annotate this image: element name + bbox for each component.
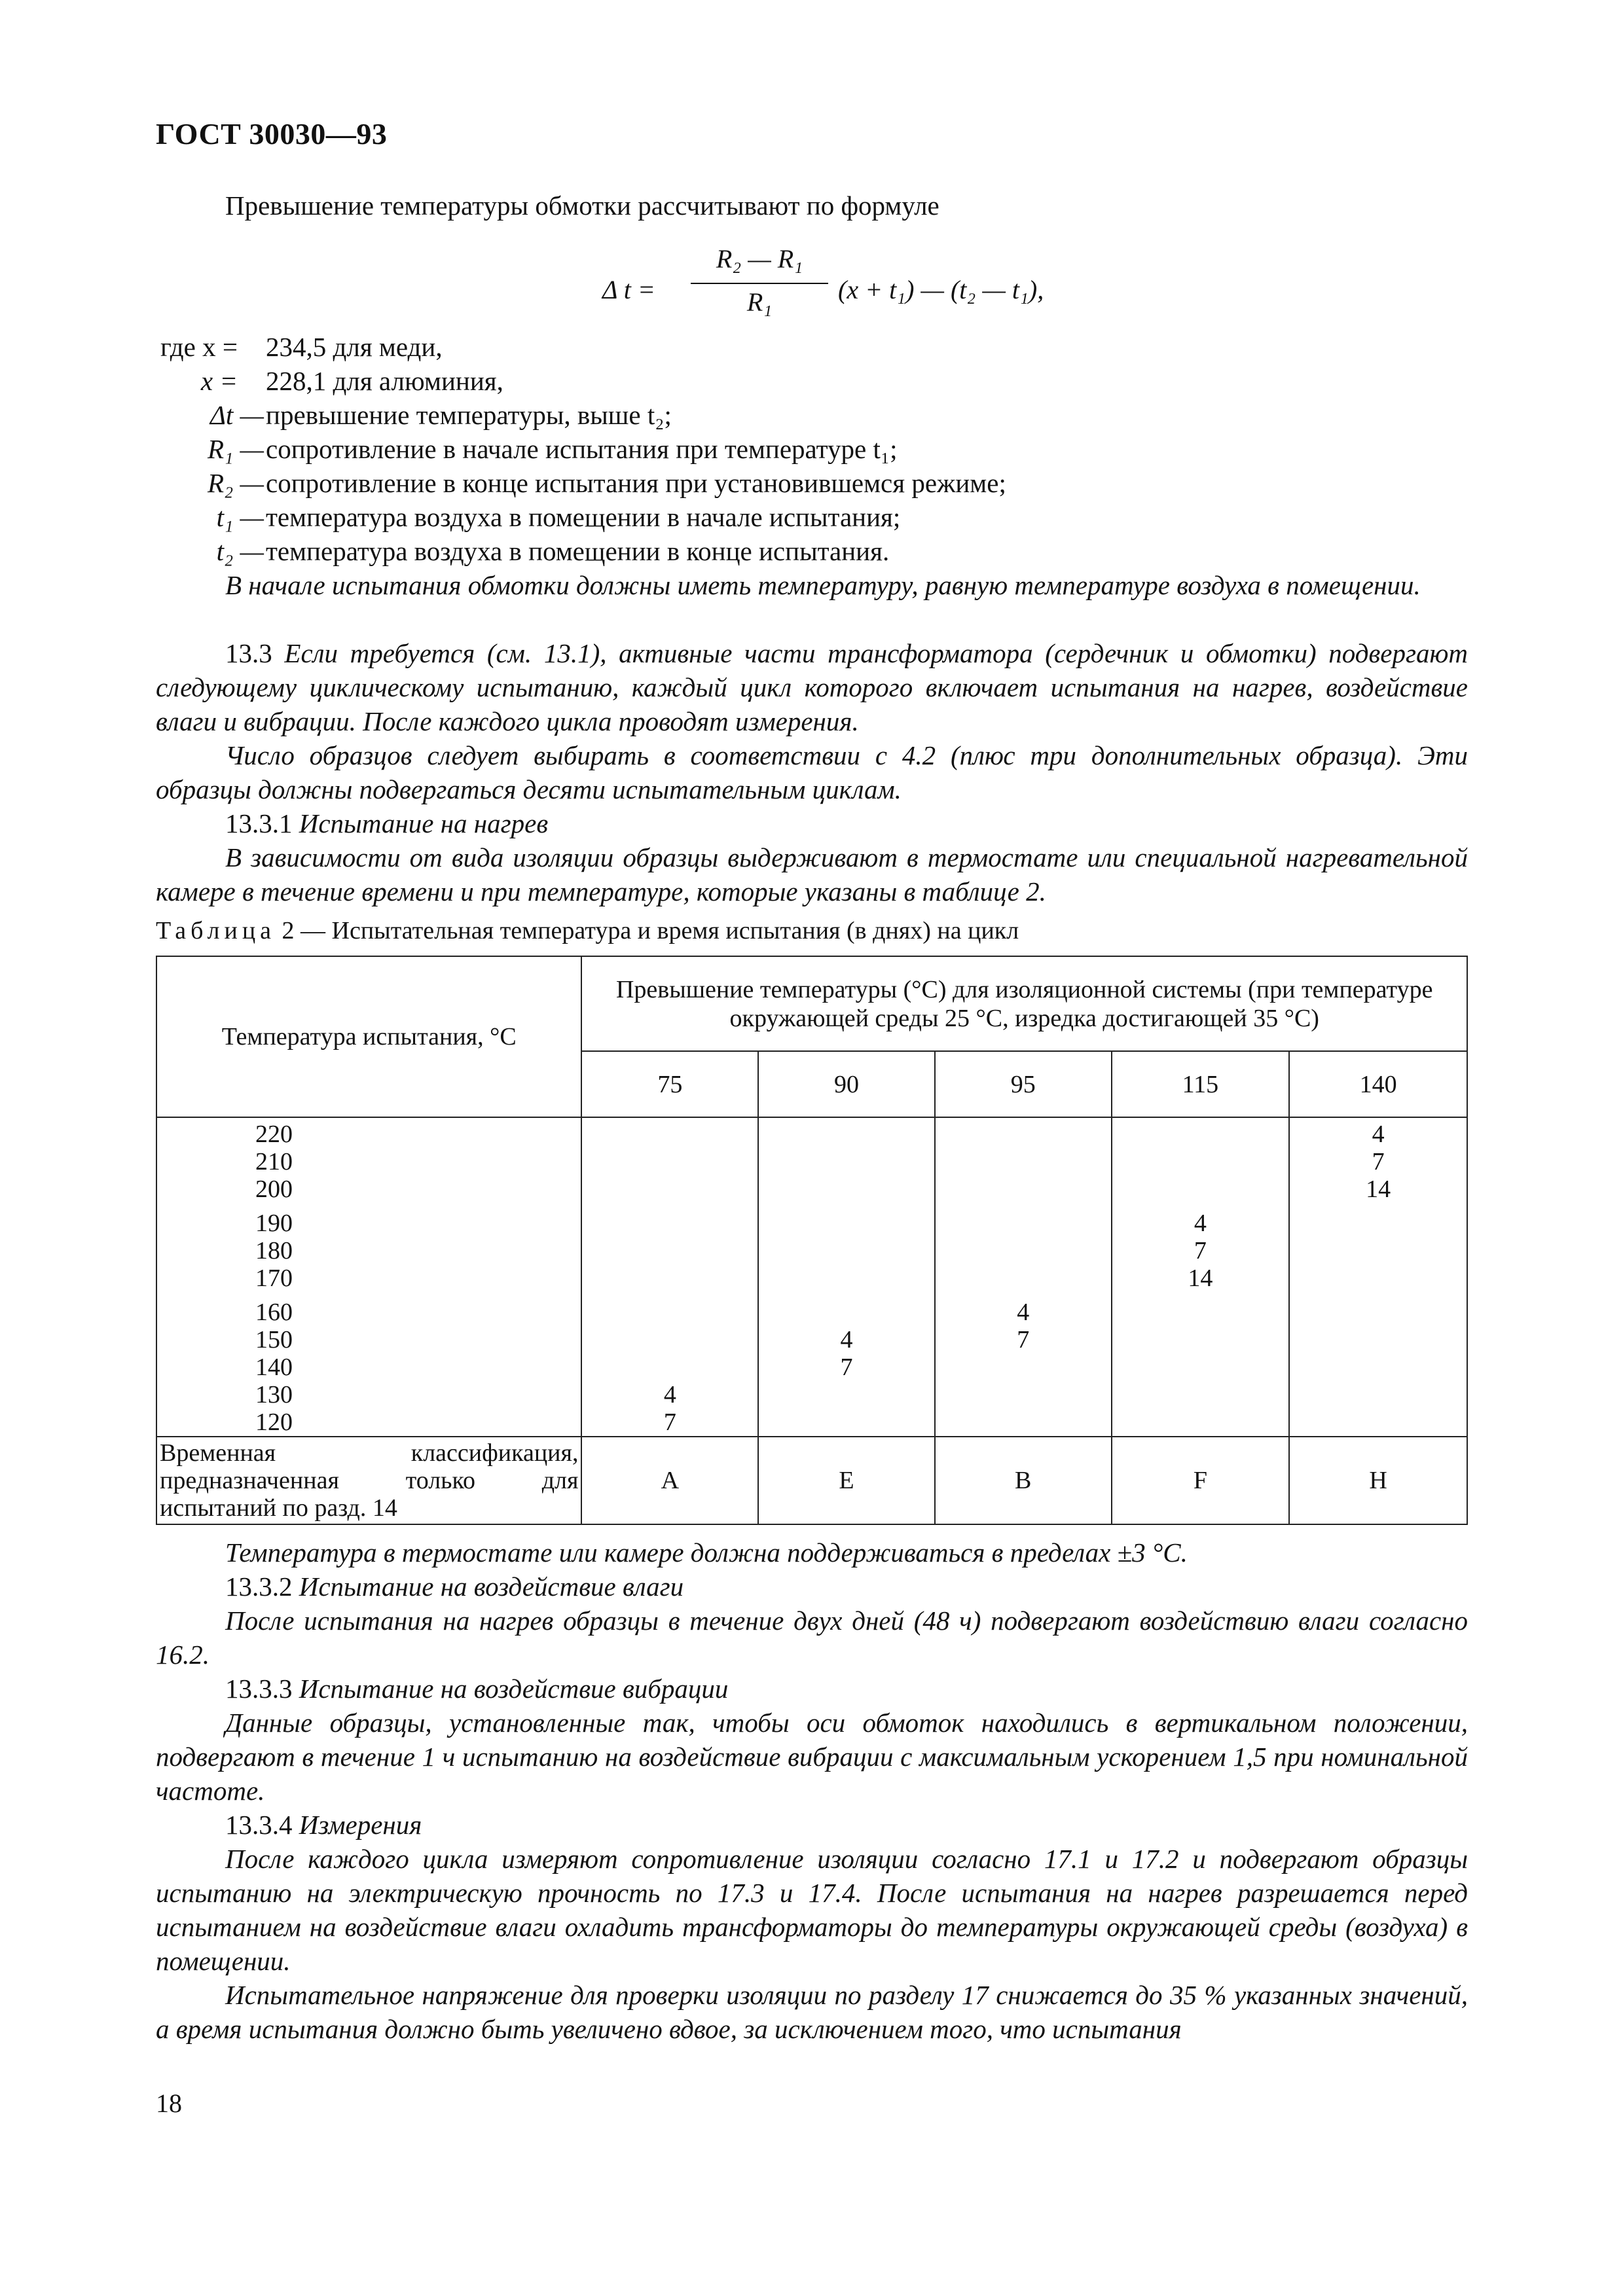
value-cell	[936, 1354, 1111, 1381]
value-cell: 4	[1017, 1299, 1030, 1326]
value-cell	[759, 1210, 934, 1237]
table-header-col: 115	[1112, 1051, 1290, 1117]
paragraph-text: Если требуется (см. 13.1), активные части трансформатора (сердечник и обмотки) подвергают следующему циклическому испытанию, каждый цикл которого включает испытания на нагрев, воздействие влаги и вибрации. После каждого цикла проводят измерения.	[156, 638, 1468, 736]
value-cell	[759, 1299, 934, 1326]
value-column-90	[758, 1117, 935, 1437]
value-cell	[936, 1175, 1111, 1203]
section-title: Испытание на воздействие влаги	[299, 1571, 684, 1602]
table-2	[156, 956, 1468, 1525]
definition-text: сопротивление в начале испытания при температуре t₁;	[266, 434, 898, 464]
definition-text: сопротивление в конце испытания при установившемся режиме;	[266, 468, 1006, 498]
value-cell: 4	[840, 1326, 853, 1354]
value-cell	[1290, 1237, 1467, 1265]
value-cell: 14	[1188, 1265, 1213, 1292]
value-cell: 7	[840, 1354, 853, 1381]
temp-cell: 190	[255, 1210, 293, 1237]
definition-symbol: Δt —	[210, 400, 264, 430]
definition-text: температура воздуха в помещении в начале испытания;	[266, 502, 901, 532]
section-title: Испытание на воздействие вибрации	[299, 1674, 729, 1704]
definition-symbol: R₁ —	[207, 434, 264, 464]
formula	[602, 243, 1139, 329]
formula-numerator: R₂ — R₁	[716, 244, 803, 274]
temp-cell: 220	[255, 1121, 293, 1148]
formula-lhs: Δ t =	[602, 275, 655, 304]
definition-symbol: где x =	[160, 332, 238, 362]
paragraph: Число образцов следует выбирать в соответствии с 4.2 (плюс три дополнительных образца). Эти образцы должны подвергаться десяти испытательным циклам.	[156, 740, 1468, 804]
table-header-temperature: Температура испытания, °С	[156, 956, 581, 1117]
classification-cell: E	[758, 1437, 935, 1524]
table-header-col: 90	[758, 1051, 935, 1117]
formula-rest: (x + t₁) — (t₂ — t₁),	[838, 275, 1044, 304]
temp-cell: 210	[255, 1148, 293, 1175]
table-header-col: 95	[935, 1051, 1112, 1117]
section-number: 13.3.3	[225, 1674, 293, 1704]
value-cell	[582, 1354, 757, 1381]
temp-cell: 130	[255, 1381, 293, 1408]
value-cell: 4	[1194, 1210, 1207, 1237]
definition-text: температура воздуха в помещении в конце испытания.	[266, 536, 890, 566]
paragraph: Температура в термостате или камере должна поддерживаться в пределах ±3 °С.	[225, 1537, 1188, 1568]
paragraph: Испытательное напряжение для проверки изоляции по разделу 17 снижается до 35 % указанных значений, а время испытания должно быть увеличено вдвое, за исключением того, что испытания	[156, 1980, 1468, 2044]
temp-cell: 170	[255, 1265, 293, 1292]
value-cell	[1290, 1354, 1467, 1381]
classification-cell: B	[935, 1437, 1112, 1524]
value-cell	[759, 1121, 934, 1148]
temp-cell: 200	[255, 1175, 293, 1203]
definition-symbol: t₂ —	[216, 536, 264, 566]
subsection-13-3-4	[225, 1808, 422, 1842]
value-cell	[759, 1237, 934, 1265]
subsection-13-3-1	[225, 806, 548, 840]
subsection-13-3-2	[225, 1570, 684, 1604]
definition-symbol: x =	[200, 366, 238, 396]
table-caption	[156, 916, 1019, 945]
value-cell	[1290, 1326, 1467, 1354]
table-header-col: 75	[581, 1051, 758, 1117]
section-number: 13.3.1	[225, 808, 293, 838]
value-cell: 7	[1372, 1148, 1385, 1175]
section-number: 13.3.4	[225, 1810, 293, 1840]
value-cell: 4	[1372, 1121, 1385, 1148]
section-title: Испытание на нагрев	[299, 808, 549, 838]
document-header: ГОСТ 30030—93	[156, 117, 388, 151]
value-cell: 14	[1366, 1175, 1391, 1203]
value-cell	[936, 1210, 1111, 1237]
value-cell	[582, 1326, 757, 1354]
paragraph: В начале испытания обмотки должны иметь температуру, равную температуре воздуха в помещении.	[225, 570, 1421, 600]
value-cell	[1290, 1381, 1467, 1408]
definition-text: превышение температуры, выше t₂;	[266, 400, 672, 430]
value-cell	[582, 1265, 757, 1292]
classification-cell: A	[581, 1437, 758, 1524]
table-caption-text: 2 — Испытательная температура и время испытания (в днях) на цикл	[282, 917, 1019, 944]
value-cell	[582, 1121, 757, 1148]
section-number: 13.3	[225, 638, 272, 668]
value-cell	[1290, 1408, 1467, 1436]
paragraph-13-3	[156, 636, 1468, 738]
paragraph: После испытания на нагрев образцы в течение двух дней (48 ч) подвергают воздействию влаги согласно 16.2.	[156, 1605, 1468, 1670]
value-cell	[582, 1237, 757, 1265]
table-row	[156, 1117, 1467, 1437]
value-cell	[1112, 1299, 1289, 1326]
subsection-13-3-3	[225, 1672, 728, 1706]
value-cell	[759, 1408, 934, 1436]
table-caption-label: Таблица	[156, 917, 276, 944]
value-cell	[936, 1148, 1111, 1175]
table-header-group: Превышение температуры (°С) для изоляционной системы (при температуре окружающей среды 25 °С, изредка достигающей 35 °С)	[581, 956, 1467, 1051]
table-row-classification	[156, 1437, 1467, 1524]
section-title: Измерения	[299, 1810, 422, 1840]
value-cell	[1112, 1175, 1289, 1203]
page-number: 18	[156, 2089, 182, 2118]
value-cell	[759, 1265, 934, 1292]
value-cell	[936, 1381, 1111, 1408]
temperature-column	[156, 1117, 581, 1437]
value-cell	[582, 1148, 757, 1175]
fraction-bar	[691, 283, 828, 284]
value-cell	[759, 1148, 934, 1175]
value-cell	[936, 1265, 1111, 1292]
value-cell	[1290, 1299, 1467, 1326]
formula-denominator: R₁	[746, 287, 773, 317]
paragraph: После каждого цикла измеряют сопротивление изоляции согласно 17.1 и 17.2 и подвергают образцы испытанию на электрическую прочность по 17.3 и 17.4. После испытания на нагрев разрешается перед испытанием на воздействие влаги охладить трансформаторы до температуры окружающей среды (воздуха) в помещении.	[156, 1844, 1468, 1976]
value-cell	[582, 1299, 757, 1326]
value-cell	[1112, 1381, 1289, 1408]
value-cell	[1290, 1265, 1467, 1292]
temp-cell: 120	[255, 1408, 293, 1436]
temp-cell: 160	[255, 1299, 293, 1326]
classification-cell: F	[1112, 1437, 1290, 1524]
intro-text: Превышение температуры обмотки рассчитывают по формуле	[225, 190, 939, 221]
paragraph: В зависимости от вида изоляции образцы выдерживают в термостате или специальной нагревательной камере в течение времени и при температуре, которые указаны в таблице 2.	[156, 842, 1468, 906]
table-header-col: 140	[1289, 1051, 1467, 1117]
definition-symbol: R₂ —	[207, 468, 264, 498]
value-column-140	[1289, 1117, 1467, 1437]
value-cell	[1112, 1121, 1289, 1148]
value-column-95	[935, 1117, 1112, 1437]
value-cell: 7	[1017, 1326, 1030, 1354]
value-cell: 7	[1194, 1237, 1207, 1265]
value-cell	[759, 1381, 934, 1408]
definition-text: 234,5 для меди,	[266, 332, 443, 362]
definition-symbol: t₁ —	[216, 502, 264, 532]
classification-cell: H	[1289, 1437, 1467, 1524]
value-cell	[582, 1175, 757, 1203]
value-cell	[759, 1175, 934, 1203]
value-cell	[582, 1210, 757, 1237]
value-column-75	[581, 1117, 758, 1437]
definition-text: 228,1 для алюминия,	[266, 366, 503, 396]
value-cell	[1112, 1326, 1289, 1354]
value-cell: 4	[663, 1381, 676, 1408]
classification-label: Временная классификация, предназначенная только для испытаний по разд. 14	[156, 1437, 581, 1524]
temp-cell: 180	[255, 1237, 293, 1265]
section-number: 13.3.2	[225, 1571, 293, 1602]
value-column-115	[1112, 1117, 1290, 1437]
value-cell: 7	[663, 1408, 676, 1436]
temp-cell: 150	[255, 1326, 293, 1354]
value-cell	[1112, 1408, 1289, 1436]
paragraph: Данные образцы, установленные так, чтобы оси обмоток находились в вертикальном положении, подвергают в течение 1 ч испытанию на воздействие вибрации с максимальным ускорением 1,5 при номинальной частоте.	[156, 1708, 1468, 1806]
value-cell	[1112, 1354, 1289, 1381]
value-cell	[1112, 1148, 1289, 1175]
value-cell	[936, 1408, 1111, 1436]
temp-cell: 140	[255, 1354, 293, 1381]
value-cell	[1290, 1210, 1467, 1237]
value-cell	[936, 1237, 1111, 1265]
value-cell	[936, 1121, 1111, 1148]
